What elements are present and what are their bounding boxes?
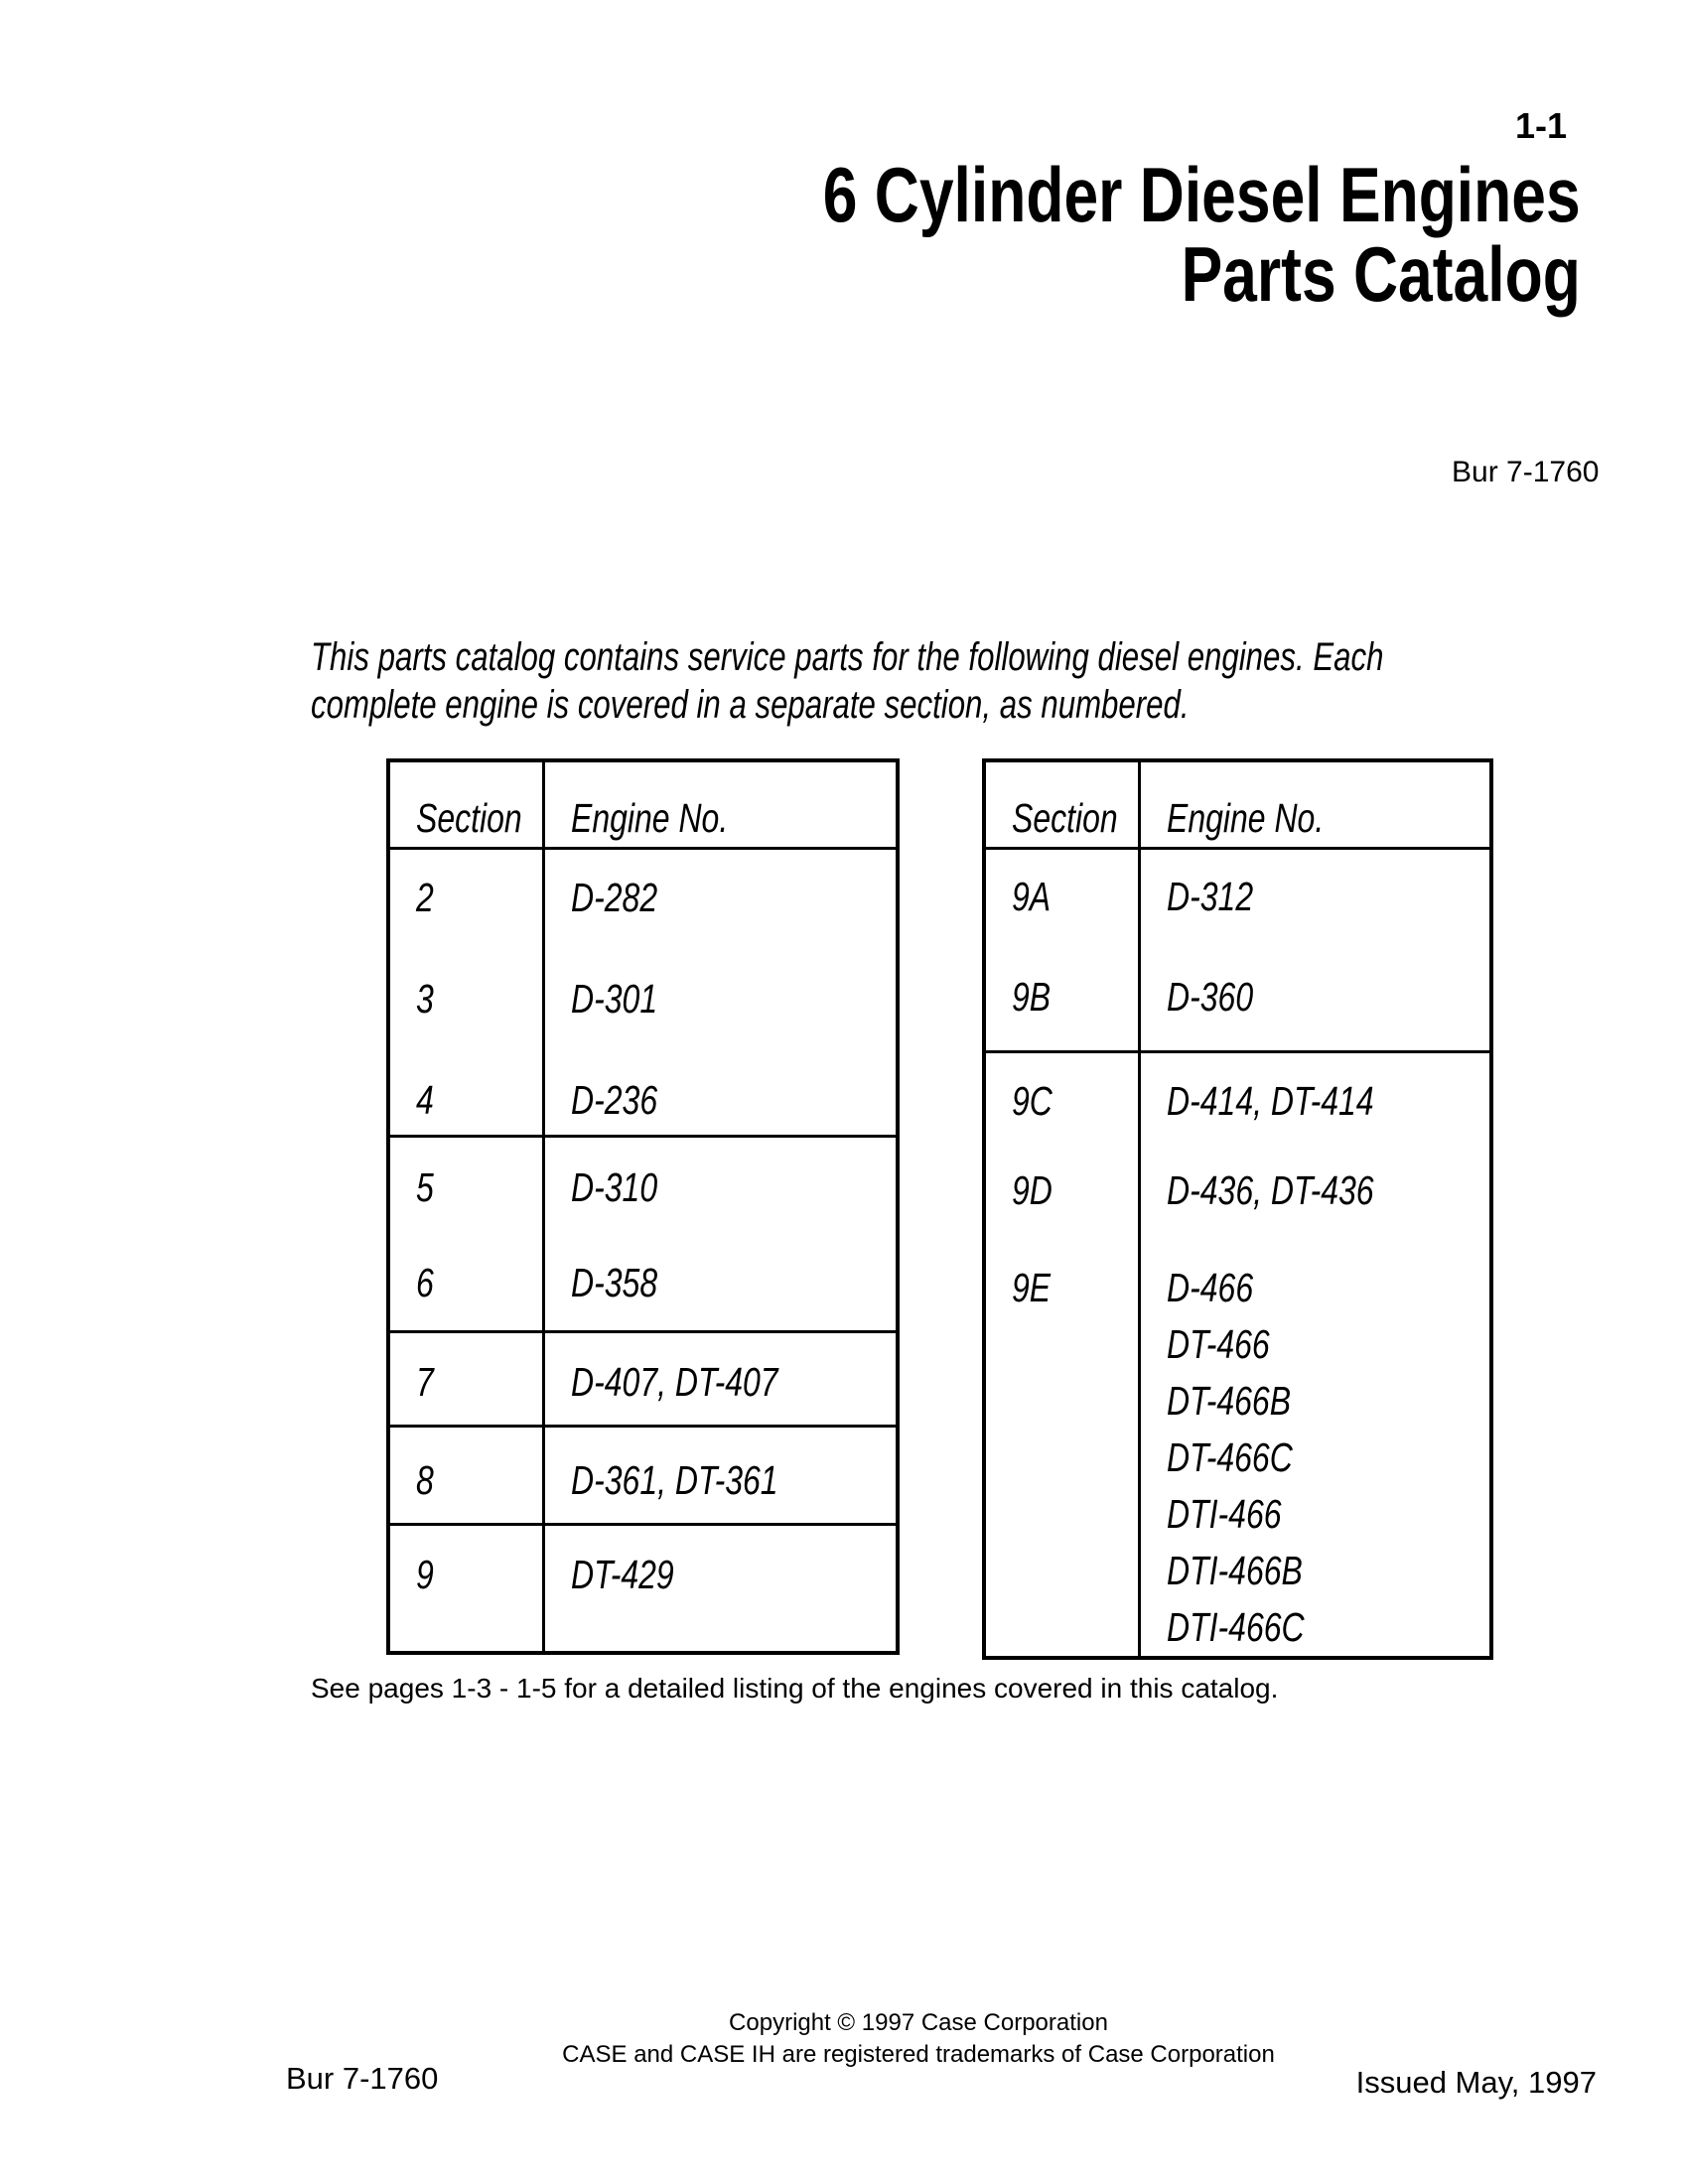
title-line-1: 6 Cylinder Diesel Engines: [823, 151, 1581, 238]
section-cell: 5: [416, 1164, 434, 1210]
intro-line-2: complete engine is covered in a separate section, as numbered.: [311, 683, 1190, 727]
table-row: [390, 976, 896, 1080]
table-row: [986, 1167, 1489, 1268]
column-header-section: Section: [416, 795, 522, 841]
engine-cell: D-361, DT-361: [571, 1457, 778, 1503]
column-divider: [1138, 762, 1141, 1656]
table-row: [986, 1265, 1489, 1664]
table-row: [390, 1260, 896, 1358]
engine-cell: D-358: [571, 1260, 658, 1305]
engine-line: D-466: [1167, 1265, 1254, 1310]
table-row: [390, 1359, 896, 1405]
table-row: [390, 1552, 896, 1597]
engine-line: DT-466B: [1167, 1378, 1292, 1424]
section-cell: 3: [416, 976, 434, 1022]
engine-line: DTI-466B: [1167, 1548, 1303, 1593]
table-group: [390, 1526, 896, 1595]
table-header-row: [986, 762, 1489, 850]
section-cell: 2: [416, 875, 434, 920]
engine-cell: D-360: [1167, 974, 1254, 1020]
engine-cell: DT-429: [571, 1552, 674, 1597]
section-cell: 4: [416, 1077, 434, 1123]
table-row: [390, 1457, 896, 1503]
column-header-engine: Engine No.: [571, 795, 729, 841]
engine-cell: D-301: [571, 976, 658, 1022]
column-header-section: Section: [1012, 795, 1118, 841]
engine-cell: D-436, DT-436: [1167, 1167, 1374, 1213]
engine-cell: D-312: [1167, 874, 1254, 919]
section-cell: 9B: [1012, 974, 1052, 1020]
copyright-line: Copyright © 1997 Case Corporation: [729, 2009, 1108, 2036]
engine-cell: D-310: [571, 1164, 658, 1210]
table-row: [986, 974, 1489, 1077]
section-cell: 6: [416, 1260, 434, 1305]
engine-line: DTI-466: [1167, 1491, 1282, 1537]
trademark-line: CASE and CASE IH are registered trademarks of Case Corporation: [562, 2041, 1275, 2068]
column-header-engine: Engine No.: [1167, 795, 1325, 841]
table-group: [390, 850, 896, 1138]
table-row: [986, 1078, 1489, 1170]
engine-cell: [1138, 1265, 1489, 1664]
table-row: [390, 875, 896, 979]
table-header-row: [390, 762, 896, 850]
engine-cell: D-407, DT-407: [571, 1359, 778, 1405]
engine-cell: D-414, DT-414: [1167, 1078, 1374, 1124]
title-line-2: Parts Catalog: [1181, 230, 1581, 318]
section-cell: 8: [416, 1457, 434, 1503]
table-row: [390, 1164, 896, 1263]
engine-table-left: [386, 758, 900, 1655]
table-group: [390, 1138, 896, 1333]
intro-line-1: This parts catalog contains service parts for the following diesel engines. Each: [311, 635, 1384, 679]
table-group: [986, 1053, 1489, 1664]
footer: [521, 2007, 1316, 2071]
engine-line: DT-466C: [1167, 1434, 1293, 1480]
see-pages-note: See pages 1-3 - 1-5 for a detailed listing of the engines covered in this catalog.: [311, 1673, 1279, 1704]
doc-ref-top: Bur 7-1760: [1452, 456, 1600, 488]
doc-ref-bottom: Bur 7-1760: [286, 2061, 439, 2096]
issued-date: Issued May, 1997: [1355, 2065, 1597, 2100]
engine-line: DT-466: [1167, 1321, 1270, 1367]
intro-paragraph: [311, 633, 1684, 729]
section-cell: 7: [416, 1359, 434, 1405]
page-number: 1-1: [1515, 105, 1568, 146]
table-group: [390, 1428, 896, 1526]
section-cell: 9E: [1012, 1265, 1052, 1310]
table-group: [986, 850, 1489, 1053]
page-title: [633, 151, 1581, 318]
table-row: [986, 874, 1489, 977]
engine-line: DTI-466C: [1167, 1604, 1305, 1650]
column-divider: [542, 762, 545, 1651]
section-cell: 9: [416, 1552, 434, 1597]
engine-cell: D-236: [571, 1077, 658, 1123]
section-cell: 9A: [1012, 874, 1052, 919]
engine-table-right: [982, 758, 1493, 1660]
section-cell: 9C: [1012, 1078, 1052, 1124]
engine-cell: D-282: [571, 875, 658, 920]
section-cell: 9D: [1012, 1167, 1052, 1213]
